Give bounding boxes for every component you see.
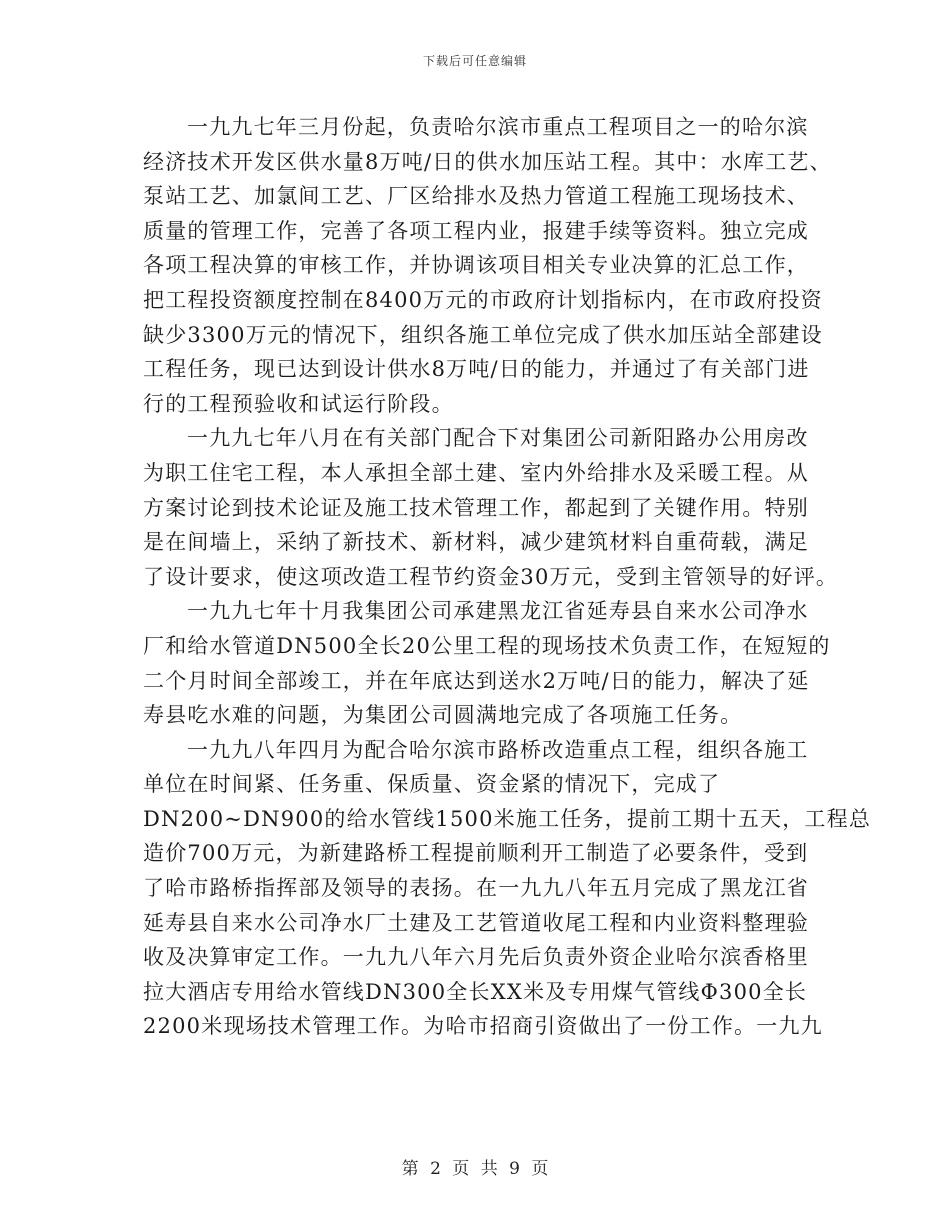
text-line: 为职工住宅工程，本人承担全部土建、室内外给排水及采暖工程。从 [143,460,809,485]
text-line: 经济技术开发区供水量8万吨/日的供水加压站工程。其中：水库工艺、 [143,149,832,174]
text-line: 一九九七年八月在有关部门配合下对集团公司新阳路办公用房改 [187,426,809,451]
text-line: 一九九七年十月我集团公司承建黑龙江省延寿县自来水公司净水 [187,599,809,624]
paragraph-4 [143,733,872,1044]
text-line: 了哈市路桥指挥部及领导的表扬。在一九九八年五月完成了黑龙江省 [143,876,809,901]
footer-suffix: 页 [531,1159,549,1179]
paragraph-3 [143,594,831,732]
text-line: 2200米现场技术管理工作。为哈市招商引资做出了一份工作。一九九 [143,1014,823,1039]
text-line: 工程任务，现已达到设计供水8万吨/日的能力，并通过了有关部门进 [143,357,810,382]
text-line: 方案讨论到技术论证及施工技术管理工作，都起到了关键作用。特别 [143,495,809,520]
text-line: 泵站工艺、加氯间工艺、厂区给排水及热力管道工程施工现场技术、 [143,184,809,209]
text-line: 二个月时间全部竣工，并在年底达到送水2万吨/日的能力，解决了延 [143,668,810,693]
text-line: 延寿县自来水公司净水厂土建及工艺管道收尾工程和内业资料整理验 [143,910,809,935]
text-line: 一九九八年四月为配合哈尔滨市路桥改造重点工程，组织各施工 [187,737,809,762]
text-line: 各项工程决算的审核工作，并协调该项目相关专业决算的汇总工作， [143,253,809,278]
text-line: 造价700万元，为新建路桥工程提前顺利开工制造了必要条件，受到 [143,841,809,866]
text-line: DN200~DN900的给水管线1500米施工任务，提前工期十五天，工程总 [143,806,872,831]
text-line: 是在间墙上，采纳了新技术、新材料，减少建筑材料自重荷载，满足 [143,530,809,555]
text-line: 行的工程预验收和试运行阶段。 [143,391,454,416]
text-line: 单位在时间紧、任务重、保质量、资金紧的情况下，完成了 [143,772,721,797]
text-line: 把工程投资额度控制在8400万元的市政府计划指标内，在市政府投资 [143,287,823,312]
current-page-number: 2 [430,1159,441,1179]
paragraph-2 [143,421,839,594]
text-line: 了设计要求，使这项改造工程节约资金30万元，受到主管领导的好评。 [143,564,839,589]
total-page-count: 9 [509,1159,520,1179]
text-line: 一九九七年三月份起，负责哈尔滨市重点工程项目之一的哈尔滨 [187,115,809,139]
footer-page-word: 页 [452,1159,470,1179]
text-line: 收及决算审定工作。一九九八年六月先后负责外资企业哈尔滨香格里 [143,945,809,970]
text-line: 缺少3300万元的情况下，组织各施工单位完成了供水加压站全部建设 [143,322,823,347]
text-line: 厂和给水管道DN500全长20公里工程的现场技术负责工作，在短短的 [143,633,831,658]
document-body [143,110,872,1044]
text-line: 质量的管理工作，完善了各项工程内业，报建手续等资料。独立完成 [143,218,809,243]
footer-total-word: 共 [480,1159,498,1179]
footer-prefix: 第 [401,1159,419,1179]
paragraph-1 [143,110,832,421]
text-line: 拉大酒店专用给水管线DN300全长XX米及专用煤气管线Φ300全长 [143,979,808,1004]
page-number-footer [0,1154,950,1179]
text-line: 寿县吃水难的问题，为集团公司圆满地完成了各项施工任务。 [143,703,743,728]
page-header: 下载后可任意编辑 [422,54,527,68]
